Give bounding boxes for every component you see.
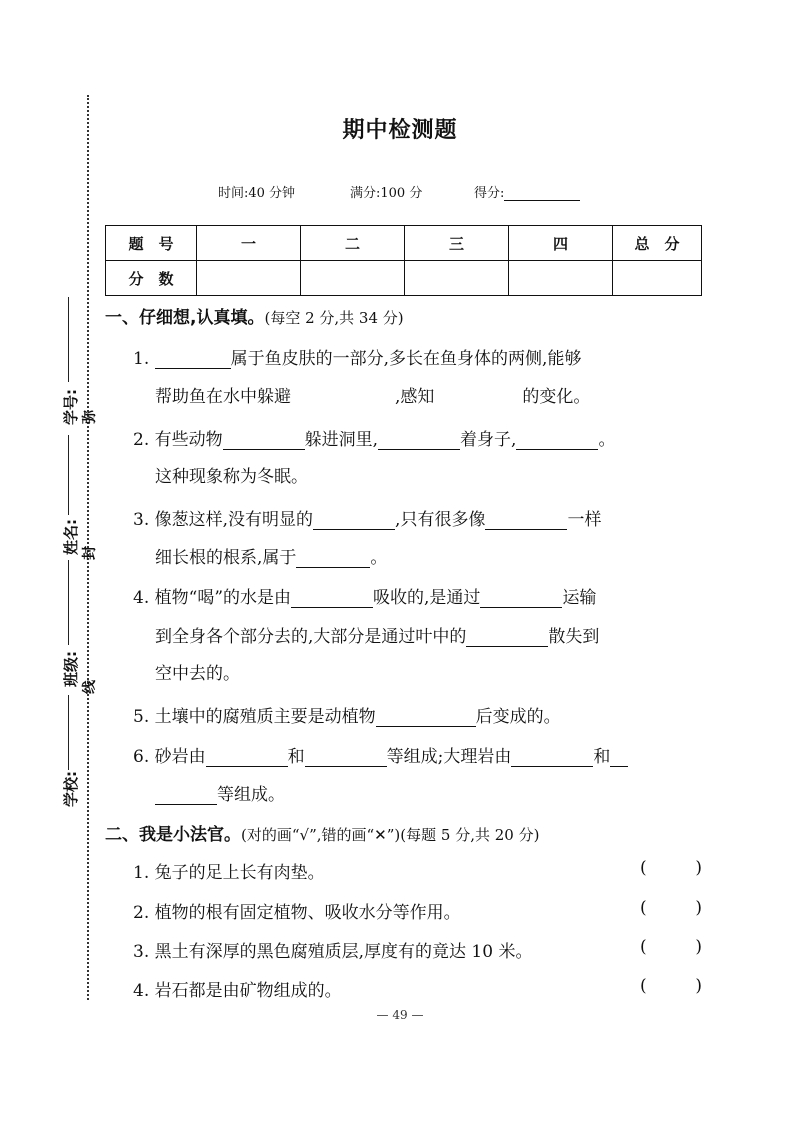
q3-blank-1[interactable] (313, 511, 395, 530)
q2-blank-1[interactable] (223, 431, 305, 450)
q6-blank-3[interactable] (511, 748, 593, 767)
q6-text-b: 和 (287, 747, 305, 767)
q4-text-c: 运输 (562, 588, 597, 608)
school-label: 学校: (62, 771, 80, 807)
paren-close: ) (695, 937, 702, 957)
q2-line1 (133, 425, 615, 450)
q4-blank-1[interactable] (291, 589, 373, 608)
score-blank[interactable] (504, 186, 580, 201)
score-cell-3[interactable] (405, 261, 509, 296)
seal-char-mi: 弥 (82, 410, 98, 424)
class-label: 班级: (62, 651, 80, 687)
q1-text-a: 属于鱼皮肤的一部分,多长在鱼身体的两侧,能够 (230, 349, 582, 369)
section1-heading (105, 303, 404, 328)
paren-close: ) (695, 898, 702, 918)
tf-answer-1[interactable] (640, 858, 702, 878)
score-table-score-row (106, 261, 702, 296)
score-table (105, 225, 702, 296)
q3-line2 (155, 543, 387, 568)
q1-text-c: ,感知 (395, 387, 435, 407)
section1-note: (每空 2 分,共 34 分) (264, 309, 404, 327)
tf-item-4: 4. 岩石都是由矿物组成的。 (133, 981, 342, 1001)
tf-item-3: 3. 黑土有深厚的黑色腐殖质层,厚度有的竟达 10 米。 (133, 942, 533, 962)
header-cell-2: 二 (301, 226, 405, 261)
q1-text-b: 帮助鱼在水中躲避 (155, 387, 291, 407)
q5-blank-1[interactable] (376, 708, 476, 727)
seal-char-feng: 封 (82, 546, 98, 560)
header-cell-label: 题 号 (106, 226, 197, 261)
q3-blank-2[interactable] (485, 511, 567, 530)
q2-text-b: 躲进洞里, (304, 430, 379, 450)
q5-text-a: 土壤中的腐殖质主要是动植物 (154, 707, 376, 727)
name-blank (68, 435, 69, 515)
tf-item-1: 1. 兔子的足上长有肉垫。 (133, 863, 325, 883)
q4-blank-2[interactable] (480, 589, 562, 608)
q3-text-c: 一样 (567, 510, 602, 530)
q6-number: 6. (133, 747, 150, 767)
q2-text-a: 有些动物 (154, 430, 223, 450)
q1-text-d: 的变化。 (522, 387, 591, 407)
q6-text-d: 和 (593, 747, 611, 767)
q2-number: 2. (133, 430, 150, 450)
section2-heading (105, 820, 539, 845)
paren-open: ( (640, 976, 647, 996)
q1-line1 (133, 344, 581, 369)
q6-blank-2[interactable] (305, 748, 387, 767)
header-cell-1: 一 (197, 226, 301, 261)
q3-number: 3. (133, 510, 150, 530)
tf-answer-3[interactable] (640, 937, 702, 957)
id-label: 学号: (62, 389, 80, 425)
school-blank (68, 695, 69, 770)
q2-line2: 这种现象称为冬眠。 (155, 467, 308, 487)
q6-blank-4b[interactable] (155, 786, 217, 805)
header-cell-4: 四 (509, 226, 613, 261)
header-cell-total: 总 分 (613, 226, 702, 261)
q4-text-e: 散失到 (548, 627, 600, 647)
paren-open: ( (640, 937, 647, 957)
score-cell-2[interactable] (301, 261, 405, 296)
q4-text-a: 植物“喝”的水是由 (154, 588, 292, 608)
section1-title: 一、仔细想,认真填。 (105, 308, 265, 328)
score-label: 得分: (474, 186, 505, 201)
score-cell-total[interactable] (613, 261, 702, 296)
q3-text-a: 像葱这样,没有明显的 (154, 510, 314, 530)
q4-number: 4. (133, 588, 150, 608)
q6-line1 (133, 742, 628, 767)
q6-line2 (155, 780, 285, 805)
q1-blank-1[interactable] (155, 350, 231, 369)
score-cell-1[interactable] (197, 261, 301, 296)
q3-text-d: 细长根的根系,属于 (155, 548, 297, 568)
score-table-header-row (106, 226, 702, 261)
tf-answer-4[interactable] (640, 976, 702, 996)
q3-line1 (133, 505, 601, 530)
q4-blank-3[interactable] (466, 628, 548, 647)
header-cell-3: 三 (405, 226, 509, 261)
section2-note: (对的画“√”,错的画“✕”)(每题 5 分,共 20 分) (241, 826, 540, 844)
paren-close: ) (695, 976, 702, 996)
id-blank (68, 297, 69, 382)
q6-blank-4a[interactable] (610, 748, 628, 767)
q4-line3: 空中去的。 (155, 664, 240, 684)
q1-line2 (155, 382, 590, 407)
q5-number: 5. (133, 707, 150, 727)
q1-number: 1. (133, 349, 150, 369)
section2-title: 二、我是小法官。 (105, 825, 241, 845)
q4-line1 (133, 583, 596, 608)
page-number: — 49 — (376, 1008, 424, 1022)
q6-text-c: 等组成;大理岩由 (386, 747, 512, 767)
q5-line1 (133, 702, 561, 727)
page-title: 期中检测题 (342, 118, 458, 143)
q2-blank-3[interactable] (516, 431, 598, 450)
full-score: 满分:100 分 (350, 186, 423, 201)
q2-text-c: 着身子, (460, 430, 517, 450)
q2-text-d: 。 (598, 430, 616, 450)
q6-text-a: 砂岩由 (154, 747, 206, 767)
score-field (474, 182, 580, 201)
q5-text-b: 后变成的。 (475, 707, 561, 727)
paren-open: ( (640, 858, 647, 878)
q2-blank-2[interactable] (378, 431, 460, 450)
time-limit: 时间:40 分钟 (218, 186, 296, 201)
q6-blank-1[interactable] (206, 748, 288, 767)
score-row-label: 分 数 (106, 261, 197, 296)
q4-text-b: 吸收的,是通过 (373, 588, 481, 608)
q4-line2 (155, 622, 599, 647)
tf-answer-2[interactable] (640, 898, 702, 918)
q3-text-b: ,只有很多像 (395, 510, 486, 530)
q3-blank-3[interactable] (296, 549, 370, 568)
q3-text-e: 。 (370, 548, 388, 568)
paren-close: ) (695, 858, 702, 878)
name-label: 姓名: (62, 519, 80, 555)
score-cell-4[interactable] (509, 261, 613, 296)
paren-open: ( (640, 898, 647, 918)
seal-char-xian: 线 (82, 680, 98, 694)
q4-text-d: 到全身各个部分去的,大部分是通过叶中的 (155, 627, 467, 647)
q6-text-e: 等组成。 (217, 785, 285, 805)
class-blank (68, 560, 69, 645)
tf-item-2: 2. 植物的根有固定植物、吸收水分等作用。 (133, 903, 461, 923)
